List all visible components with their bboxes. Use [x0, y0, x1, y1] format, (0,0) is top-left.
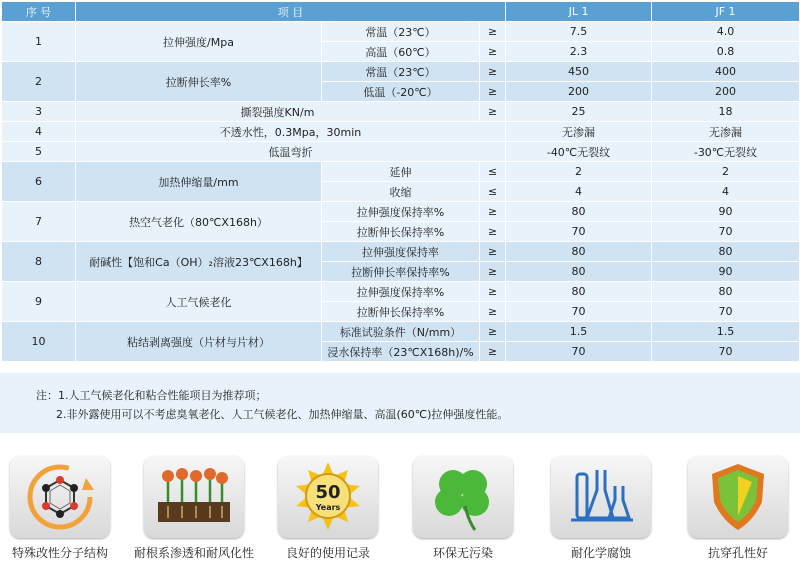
cell-jl1: 80	[506, 242, 652, 262]
row-name: 撕裂强度KN/m	[76, 102, 480, 122]
row-sym: ≥	[480, 42, 506, 62]
cell-jf1: 0.8	[652, 42, 800, 62]
note-line-2: 2.非外露使用可以不考虑臭氧老化、人工气候老化、加热伸缩量、高温(60℃)拉伸强度性能。	[56, 408, 509, 421]
cell-jf1: 80	[652, 242, 800, 262]
badge-years: Years	[315, 503, 341, 512]
row-sub: 浸水保持率（23℃X168h)/%	[322, 342, 480, 362]
table-row	[2, 162, 800, 182]
lab-flask-icon	[551, 456, 651, 538]
header-no: 序 号	[2, 2, 76, 22]
feature-icons	[0, 448, 800, 561]
cell-jf1: 2	[652, 162, 800, 182]
cell-jl1: 2	[506, 162, 652, 182]
row-name: 加热伸缩量/mm	[76, 162, 322, 202]
cell-jf1: 80	[652, 282, 800, 302]
row-sym: ≥	[480, 342, 506, 362]
cell-jf1: -30℃无裂纹	[652, 142, 800, 162]
feature-label: 抗穿孔性好	[707, 546, 768, 560]
header-jl1: JL 1	[506, 2, 652, 22]
header-item: 项 目	[76, 2, 506, 22]
row-no: 9	[2, 282, 76, 322]
row-sub: 收缩	[322, 182, 480, 202]
cell-jl1: 80	[506, 202, 652, 222]
header-jf1: JF 1	[652, 2, 800, 22]
cell-jl1: 1.5	[506, 322, 652, 342]
cell-jl1: 无渗漏	[506, 122, 652, 142]
cell-jl1: 80	[506, 262, 652, 282]
clover-icon	[413, 456, 513, 538]
row-name: 人工气候老化	[76, 282, 322, 322]
cell-jl1: 70	[506, 302, 652, 322]
row-name: 粘结剥离强度（片材与片材）	[76, 322, 322, 362]
feature-label: 耐根系渗透和耐风化性	[134, 546, 255, 560]
row-sub: 拉伸强度保持率%	[322, 282, 480, 302]
cell-jl1: 200	[506, 82, 652, 102]
row-sym: ≥	[480, 102, 506, 122]
cell-jf1: 70	[652, 302, 800, 322]
row-sub: 拉伸强度保持率%	[322, 202, 480, 222]
row-no: 2	[2, 62, 76, 102]
plant-roots-icon	[144, 456, 244, 538]
cell-jf1: 4	[652, 182, 800, 202]
row-sym: ≥	[480, 62, 506, 82]
cell-jl1: 25	[506, 102, 652, 122]
notes-box	[0, 373, 800, 433]
cell-jl1: 70	[506, 222, 652, 242]
row-sym: ≥	[480, 322, 506, 342]
feature-label: 良好的使用记录	[285, 546, 370, 560]
cell-jf1: 无渗漏	[652, 122, 800, 142]
row-sub: 拉断伸长保持率%	[322, 302, 480, 322]
50-years-badge-icon	[278, 456, 378, 538]
row-no: 7	[2, 202, 76, 242]
row-sym: ≥	[480, 82, 506, 102]
row-sym: ≥	[480, 242, 506, 262]
row-sub: 低温（-20℃）	[322, 82, 480, 102]
note-line-1: 注：1.人工气候老化和粘合性能项目为推荐项；	[36, 389, 267, 402]
spec-table	[1, 1, 800, 362]
row-name: 不透水性，0.3Mpa，30min	[76, 122, 506, 142]
row-name: 低温弯折	[76, 142, 506, 162]
cell-jf1: 4.0	[652, 22, 800, 42]
row-sym: ≥	[480, 202, 506, 222]
cell-jf1: 400	[652, 62, 800, 82]
cell-jl1: 70	[506, 342, 652, 362]
cell-jf1: 90	[652, 202, 800, 222]
cell-jl1: 7.5	[506, 22, 652, 42]
cell-jf1: 90	[652, 262, 800, 282]
cell-jl1: 2.3	[506, 42, 652, 62]
row-no: 5	[2, 142, 76, 162]
table-row	[2, 102, 800, 122]
badge-number: 50	[315, 482, 341, 503]
row-name: 拉伸强度/Mpa	[76, 22, 322, 62]
row-name: 拉断伸长率%	[76, 62, 322, 102]
row-sub: 拉断伸长率保持率%	[322, 262, 480, 282]
row-sub: 高温（60℃）	[322, 42, 480, 62]
cell-jf1: 200	[652, 82, 800, 102]
cell-jf1: 1.5	[652, 322, 800, 342]
table-row	[2, 122, 800, 142]
cell-jl1: 80	[506, 282, 652, 302]
shield-icon	[688, 456, 788, 538]
row-sub: 常温（23℃）	[322, 22, 480, 42]
row-sym: ≥	[480, 262, 506, 282]
cell-jf1: 70	[652, 342, 800, 362]
table-row	[2, 142, 800, 162]
feature-label: 环保无污染	[432, 546, 493, 560]
table-row	[2, 22, 800, 42]
row-sym: ≤	[480, 182, 506, 202]
feature-label: 特殊改性分子结构	[11, 546, 108, 560]
table-header	[2, 2, 800, 22]
table-row	[2, 242, 800, 262]
row-no: 4	[2, 122, 76, 142]
row-sub: 常温（23℃）	[322, 62, 480, 82]
row-sym: ≥	[480, 22, 506, 42]
row-sub: 延伸	[322, 162, 480, 182]
table-row	[2, 62, 800, 82]
row-name: 热空气老化（80℃X168h）	[76, 202, 322, 242]
row-sym: ≥	[480, 302, 506, 322]
cell-jf1: 70	[652, 222, 800, 242]
feature-label: 耐化学腐蚀	[570, 546, 631, 560]
row-sym: ≥	[480, 222, 506, 242]
row-no: 3	[2, 102, 76, 122]
table-row	[2, 322, 800, 342]
cell-jl1: 4	[506, 182, 652, 202]
row-sym: ≥	[480, 282, 506, 302]
table-row	[2, 282, 800, 302]
row-sub: 拉断伸长保持率%	[322, 222, 480, 242]
row-name: 耐碱性【饱和Ca（OH）₂溶液23℃X168h】	[76, 242, 322, 282]
cell-jl1: -40℃无裂纹	[506, 142, 652, 162]
cell-jf1: 18	[652, 102, 800, 122]
row-no: 6	[2, 162, 76, 202]
row-no: 1	[2, 22, 76, 62]
row-sym: ≤	[480, 162, 506, 182]
row-no: 8	[2, 242, 76, 282]
row-sub: 拉伸强度保持率	[322, 242, 480, 262]
cell-jl1: 450	[506, 62, 652, 82]
table-row	[2, 202, 800, 222]
row-sub: 标准试验条件（N/mm）	[322, 322, 480, 342]
molecule-icon	[10, 456, 110, 538]
row-no: 10	[2, 322, 76, 362]
